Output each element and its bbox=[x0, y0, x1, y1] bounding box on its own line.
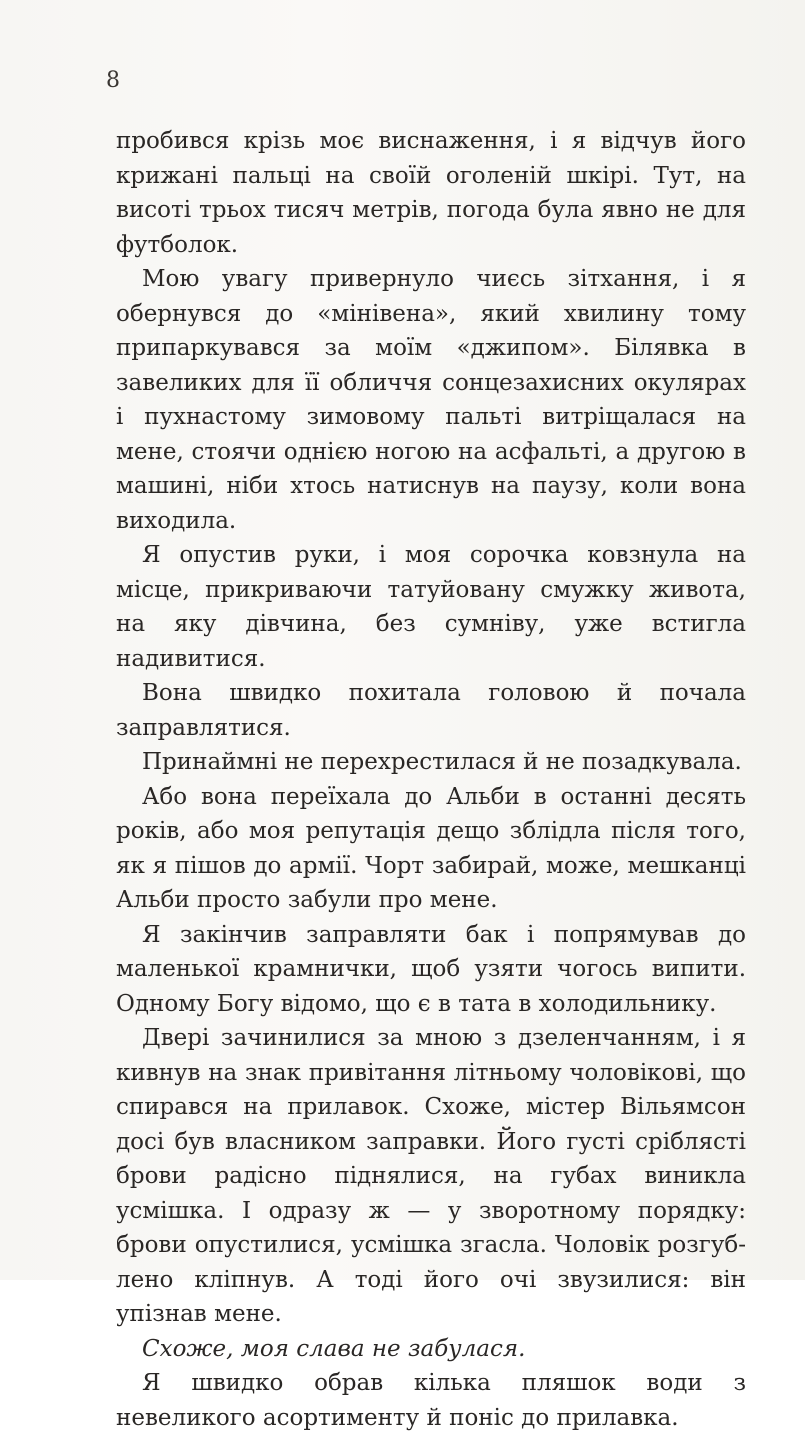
body-text bbox=[116, 124, 746, 1435]
italic-paragraph: Схоже, моя слава не забулася. bbox=[142, 1335, 526, 1362]
paragraph: Я закінчив заправляти бак і попрямував до маленької крамнички, щоб узяти чогось випити. Одному Богу відомо, що є в тата в холодильнику. bbox=[116, 921, 746, 1017]
paragraph: Я швидко обрав кілька пляшок води з невеликого асортименту й поніс до прилавка. bbox=[116, 1370, 746, 1431]
paragraph: Вона швидко похитала головою й почала заправлятися. bbox=[116, 680, 746, 741]
paragraph: Або вона переїхала до Альби в останні десять років, або моя репутація дещо зблідла після того, як я пішов до армії. Чорт забирай, може, мешканці Альби просто забули про мене. bbox=[116, 783, 746, 913]
paragraph: Двері зачинилися за мною з дзеленчанням, і я кивнув на знак привітання літньому чоловікові, що спирався на прилавок. Схоже, містер Вільямсон досі був власником заправки. Його густі сріблясті брови радісно піднялися, на губах виникла усмішка. І одразу ж — у зворотному порядку: брови опустилися, усмішка згасла. Чоловік розгублено кліпнув. А тоді його очі звузилися: він упізнав мене. bbox=[116, 1025, 746, 1327]
paragraph: Я опустив руки, і моя сорочка ковзнула на місце, прикриваючи татуйовану смужку живота, на яку дівчина, без сумніву, уже встигла надивитися. bbox=[116, 542, 746, 672]
page-number: 8 bbox=[106, 68, 120, 93]
paragraph: Мою увагу привернуло чиєсь зітхання, і я обернувся до «мінівена», який хвилину тому припаркувався за моїм «джипом». Білявка в завеликих для її обличчя сонцезахисних окулярах і пухнастому зимовому пальті витріщалася на мене, стоячи однією ногою на асфальті, а другою в машині, ніби хтось натиснув на паузу, коли вона виходила. bbox=[116, 266, 746, 534]
paragraph: Принаймні не перехрестилася й не позадкувала. bbox=[142, 749, 742, 775]
paragraph: пробився крізь моє виснаження, і я відчув його крижані пальці на своїй оголеній шкірі. Тут, на висоті трьох тисяч метрів, погода була явно не для футболок. bbox=[116, 128, 746, 258]
